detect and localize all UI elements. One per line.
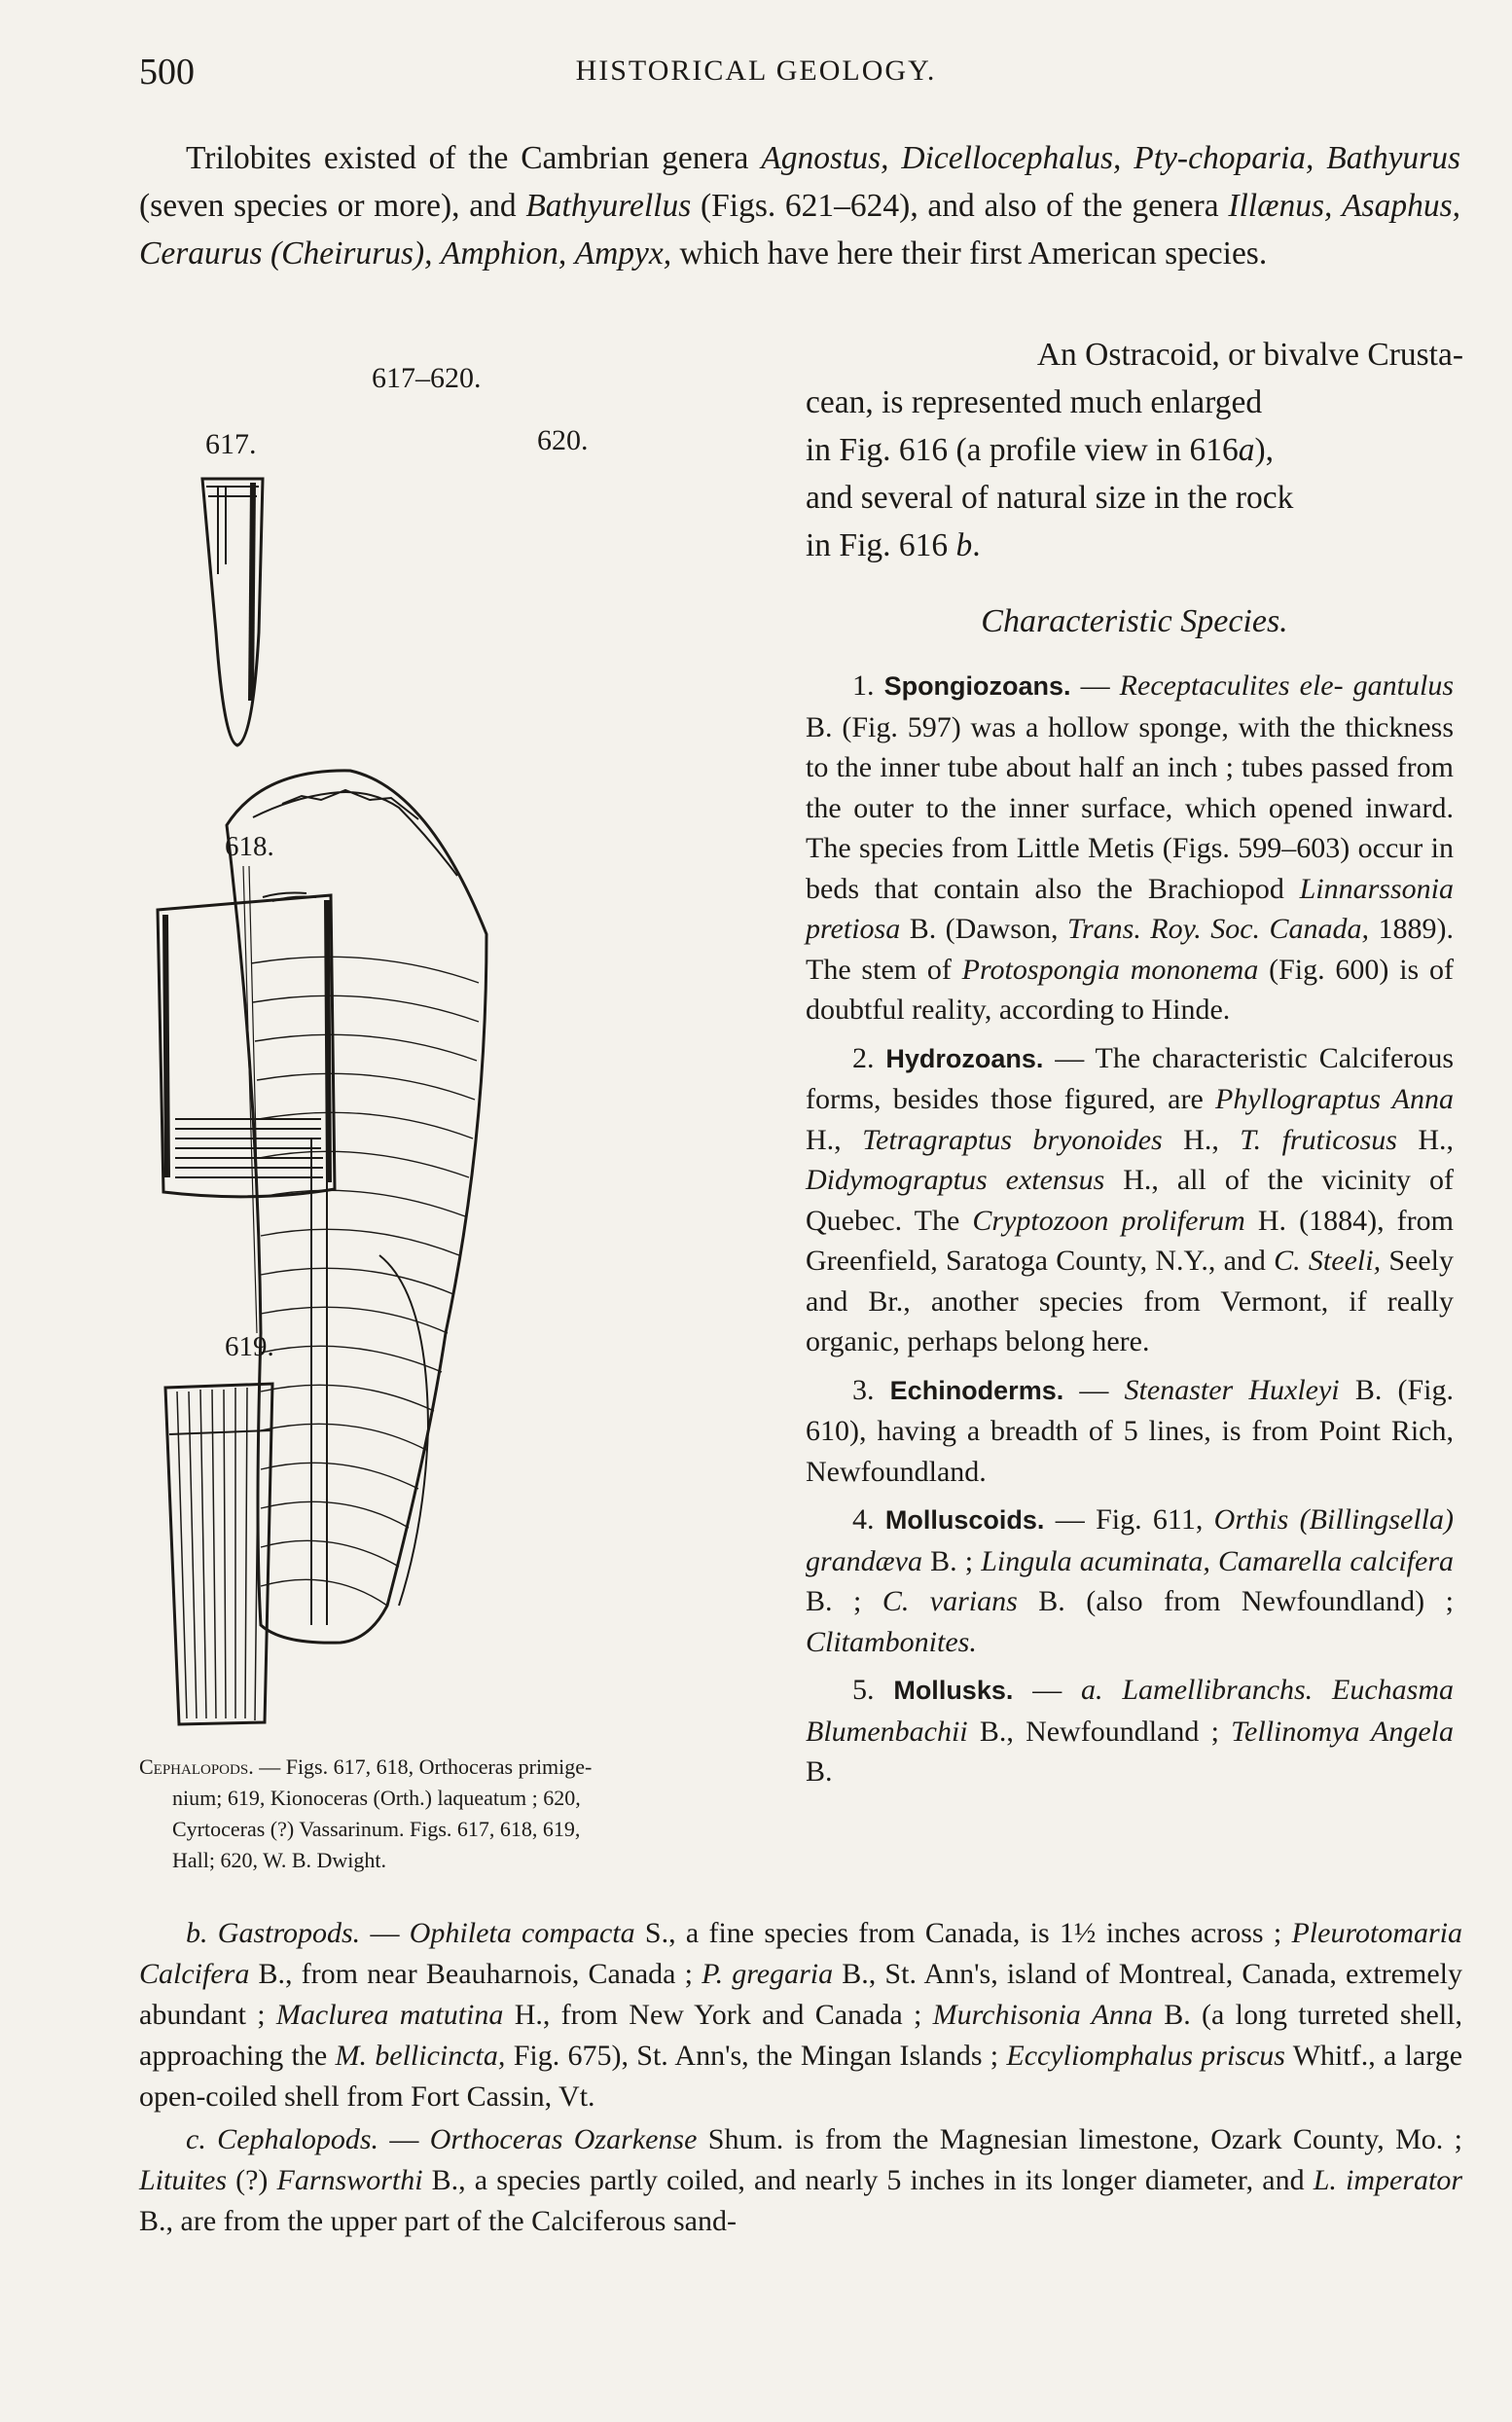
figure-caption: Cephalopods. — Figs. 617, 618, Orthoceras primige- nium; 619, Kionoceras (Orth.) laqueatum ; 620, Cyrtoceras (?) Vassarinum. Figs. 617, 618, 619, Hall; 620, W. B. Dwight. — [139, 1754, 593, 1872]
fig-617-orthoceras-shell — [202, 479, 263, 745]
page-number: 500 — [139, 52, 195, 92]
fig-619-kionoceras-shell — [165, 1384, 272, 1724]
species-item-hydrozoans: 2. Hydrozoans. — The characteristic Calciferous forms, besides those figured, are Phyllograptus Anna H., Tetragraptus bryonoides H., T. fruticosus H., Didymograptus extensus H., all of the vicinity of Quebec. The Cryptozoon proliferum H. (1884), from Greenfield, Saratoga County, N.Y., and C. Steeli, Seely and Br., another species from Vermont, if really organic, perhaps belong here. — [806, 1041, 1455, 1357]
species-item-echinoderms: 3. Echinoderms. — Stenaster Huxleyi B. (Fig. 610), having a breadth of 5 lines, is from Point Rich, Newfoundland. — [806, 1373, 1455, 1488]
gastropods-paragraph: b. Gastropods. — Ophileta compacta S., a fine species from Canada, is 1½ inches across ; Pleurotomaria Calcifera B., from near Beauharnois, Canada ; P. gregaria B., St. Ann's, island of Montreal, Canada, extremely abundant ; Maclurea matutina H., from New York and Canada ; Murchisonia Anna B. (a long turreted shell, approaching the M. bellicincta, Fig. 675), St. Ann's, the Mingan Islands ; Eccyliomphalus priscus Whitf., a large open-coiled shell from Fort Cassin, Vt. — [139, 1917, 1463, 2113]
figure-label-619: 619. — [225, 1331, 274, 1362]
species-item-mollusks: 5. Mollusks. — a. Lamellibranchs. Euchasma Blumenbachii B., Newfoundland ; Tellinomya Angela B. — [806, 1674, 1454, 1788]
figure-label-617: 617. — [205, 428, 257, 460]
species-item-molluscoids: 4. Molluscoids. — Fig. 611, Orthis (Billingsella) grandæva B. ; Lingula acuminata, Camarella calcifera B. ; C. varians B. (also from Newfoundland) ; Clitambonites. — [806, 1503, 1454, 1658]
growth-lines — [251, 957, 479, 1606]
figure-label-617-620: 617–620. — [372, 362, 482, 394]
species-list — [806, 666, 1454, 1792]
figure-label-620: 620. — [537, 424, 589, 456]
bottom-paragraphs — [139, 1913, 1462, 2242]
cephalopods-paragraph: c. Cephalopods. — Orthoceras Ozarkense Shum. is from the Magnesian limestone, Ozark County, Mo. ; Lituites (?) Farnsworthi B., a species partly coiled, and nearly 5 inches in its longer diameter, and L. imperator B., are from the upper part of the Calciferous sand- — [139, 2123, 1462, 2237]
figure-label-618: 618. — [225, 831, 274, 862]
intro-paragraph: Trilobites existed of the Cambrian genera Agnostus, Dicellocephalus, Pty-choparia, Bathyurus (seven species or more), and Bathyurellus (Figs. 621–624), and also of the genera Illænus, Asaphus, Ceraurus (Cheirurus), Amphion, Ampyx, which have here their first American species. — [139, 140, 1461, 271]
running-title: HISTORICAL GEOLOGY. — [575, 54, 937, 87]
fig-618-orthoceras-section — [158, 893, 335, 1197]
species-item-spongiozoans: 1. Spongiozoans. — Receptaculites ele- gantulus B. (Fig. 597) was a hollow sponge, with the thickness to the inner tube about half an inch ; tubes passed from the outer to the inner surface, which opened inward. The species from Little Metis (Figs. 599–603) occur in beds that contain also the Brachiopod Linnarssonia pretiosa B. (Dawson, Trans. Roy. Soc. Canada, 1889). The stem of Protospongia mononema (Fig. 600) is of doubtful reality, according to Hinde. — [806, 669, 1455, 1026]
section-heading: Characteristic Species. — [981, 603, 1288, 639]
ostracoid-paragraph: An Ostracoid, or bivalve Crusta- cean, is represented much enlarged in Fig. 616 (a profile view in 616a), and several of natural size in the rock in Fig. 616 b. — [806, 337, 1463, 563]
cephalopod-figures — [136, 457, 798, 1742]
